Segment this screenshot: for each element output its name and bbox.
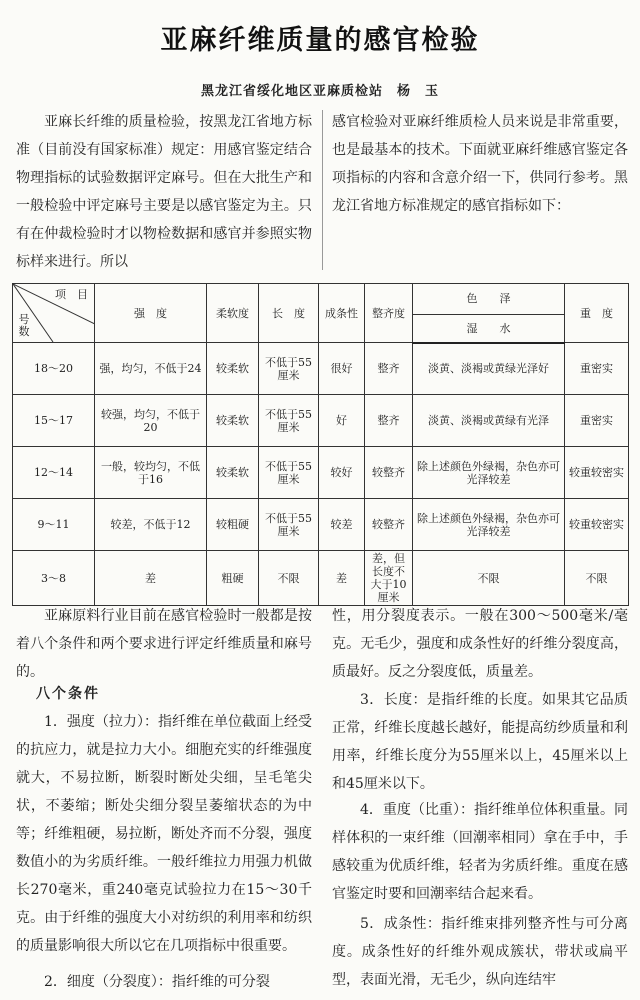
row-color: 淡黄、淡褐或黄绿光泽好 [413, 343, 565, 395]
author-line: 黑龙江省绥化地区亚麻质检站 杨 玉 [200, 84, 439, 99]
conditions-heading: 八个条件 [36, 686, 100, 702]
row-bundle: 较好 [319, 447, 365, 499]
body-right-paragraph-1: 性，用分裂度表示。一般在300～500毫米/毫克。无毛少，强度和成条性好的纤维分裂度高，质最好。反之分裂度低，质量差。 [332, 608, 628, 680]
sensory-index-table [12, 283, 629, 606]
row-number: 18～20 [13, 343, 95, 395]
row-length: 不低于55厘米 [259, 395, 319, 447]
body-left-paragraph-3: 2．细度（分裂度）：指纤维的可分裂 [44, 974, 270, 990]
header-softness: 柔软度 [207, 284, 259, 343]
corner-item-label: 项 目 [55, 288, 88, 301]
article-title: 亚麻纤维质量的感官检验 [160, 25, 480, 56]
row-number: 3～8 [13, 551, 95, 606]
row-evenness: 整齐 [365, 343, 413, 395]
row-strength: 一般，较均匀，不低于16 [95, 447, 207, 499]
table-row [13, 447, 629, 499]
row-number: 12～14 [13, 447, 95, 499]
row-weight: 重密实 [565, 343, 629, 395]
row-evenness: 较整齐 [365, 499, 413, 551]
header-color: 色 泽 [413, 284, 565, 315]
table-row [13, 499, 629, 551]
row-strength: 差 [95, 551, 207, 606]
row-color: 不限 [413, 551, 565, 606]
header-length: 长 度 [259, 284, 319, 343]
header-evenness: 整齐度 [365, 284, 413, 343]
row-strength: 较差，不低于12 [95, 499, 207, 551]
row-length: 不低于55厘米 [259, 343, 319, 395]
body-right-paragraph-3: 4．重度（比重）：指纤维单位体积重量。同样体积的一束纤维（回潮率相同）拿在手中，手感较重为优质纤维，轻者为劣质纤维。重度在感官鉴定时要和回潮率结合起来看。 [332, 802, 628, 902]
row-color: 除上述颜色外绿褐，杂色亦可光泽较差 [413, 447, 565, 499]
intro-right-paragraph: 感官检验对亚麻纤维质检人员来说是非常重要，也是最基本的技术。下面就亚麻纤维感官鉴定各项指标的内容和含意介绍一下，供同行参考。黑龙江省地方标准规定的感官指标如下： [332, 114, 628, 214]
body-left-paragraph-2: 1．强度（拉力）：指纤维在单位截面上经受的抗应力，就是拉力大小。细胞充实的纤维强度就大，不易拉断，断裂时断处尖细，呈毛笔尖状，不萎缩；断处尖细分裂呈萎缩状态的为中等；纤维粗硬，易拉断，断处齐而不分裂，强度数值小的为劣质纤维。一般纤维拉力用强力机做长270毫米，重240毫克试验拉力在15～30千克。由于纤维的强度大小对纺织的利用率和纺织的质量影响很大所以它在几项指标中很重要。 [16, 714, 312, 954]
body-right-paragraph-2: 3．长度：是指纤维的长度。如果其它品质正常，纤维长度越长越好，能提高纺纱质量和利用率，纤维长度分为55厘米以上，45厘米以上和45厘米以下。 [332, 692, 628, 792]
row-color: 除上述颜色外绿褐，杂色亦可光泽较差 [413, 499, 565, 551]
row-softness: 较柔软 [207, 395, 259, 447]
table-row [13, 551, 629, 606]
table-header-row [13, 284, 629, 315]
header-weight: 重 度 [565, 284, 629, 343]
body-left-paragraph-1: 亚麻原料行业目前在感官检验时一般都是按着八个条件和两个要求进行评定纤维质量和麻号的。 [16, 608, 312, 680]
row-evenness: 整齐 [365, 395, 413, 447]
column-divider [322, 110, 323, 270]
row-color: 淡黄、淡褐或黄绿有光泽 [413, 395, 565, 447]
row-softness: 较柔软 [207, 343, 259, 395]
row-strength: 强，均匀，不低于24 [95, 343, 207, 395]
row-length: 不低于55厘米 [259, 499, 319, 551]
table-row [13, 395, 629, 447]
row-number: 15～17 [13, 395, 95, 447]
table-corner-cell [13, 284, 95, 343]
row-weight: 不限 [565, 551, 629, 606]
row-bundle: 差 [319, 551, 365, 606]
corner-number-label: 号 数 [18, 313, 41, 338]
header-strength: 强 度 [95, 284, 207, 343]
row-length: 不限 [259, 551, 319, 606]
row-evenness: 差，但长度不大于10厘米 [365, 551, 413, 606]
row-length: 不低于55厘米 [259, 447, 319, 499]
row-number: 9～11 [13, 499, 95, 551]
row-softness: 较粗硬 [207, 499, 259, 551]
row-bundle: 较差 [319, 499, 365, 551]
row-softness: 较柔软 [207, 447, 259, 499]
row-bundle: 很好 [319, 343, 365, 395]
table-row [13, 343, 629, 395]
body-right-paragraph-4: 5．成条性：指纤维束排列整齐性与可分离度。成条性好的纤维外观成簇状，带状或扁平型，表面光滑，无毛少，纵向连结牢 [332, 916, 628, 988]
row-weight: 较重较密实 [565, 499, 629, 551]
row-weight: 较重较密实 [565, 447, 629, 499]
row-bundle: 好 [319, 395, 365, 447]
row-softness: 粗硬 [207, 551, 259, 606]
row-evenness: 较整齐 [365, 447, 413, 499]
row-weight: 重密实 [565, 395, 629, 447]
header-bundle: 成条性 [319, 284, 365, 343]
header-wet: 湿 水 [413, 314, 565, 342]
intro-left-paragraph: 亚麻长纤维的质量检验，按黑龙江省地方标准（目前没有国家标准）规定：用感官鉴定结合物理指标的试验数据评定麻号。但在大批生产和一般检验中评定麻号主要是以感官鉴定为主。只有在仲裁检验时才以物检数据和感官并参照实物标样来进行。所以 [16, 114, 312, 270]
row-strength: 较强，均匀，不低于20 [95, 395, 207, 447]
